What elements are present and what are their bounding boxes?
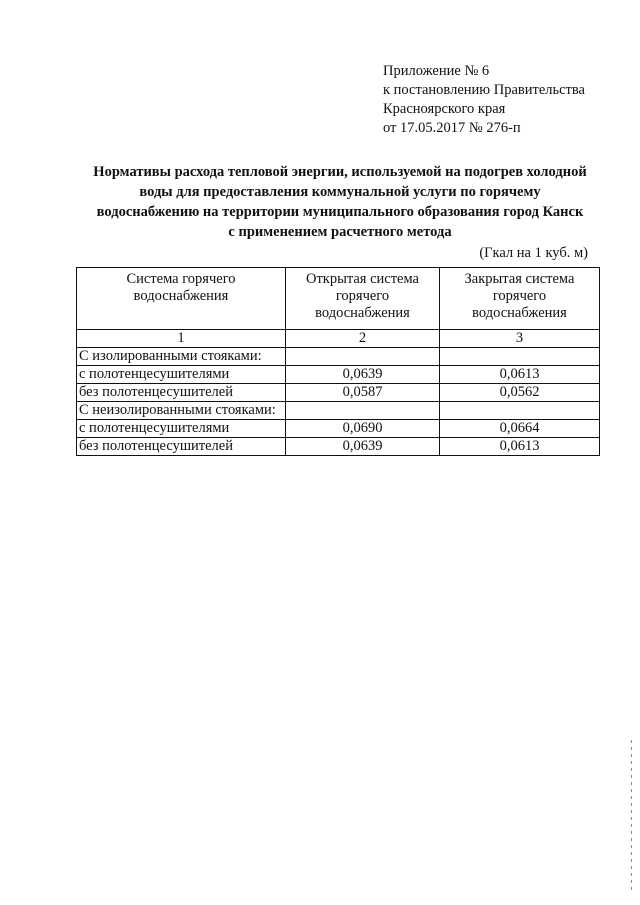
row-label: С изолированными стояками: [77,348,286,366]
header-open-system [286,268,440,330]
column-index-1: 1 [77,330,286,348]
header-system-line-1: Система горячего [126,271,236,287]
row-label: с полотенцесушителями [77,420,286,438]
norms-table [76,267,600,456]
open-system-value: 0,0690 [286,420,440,438]
appendix-date: от 17.05.2017 № 276-п [383,120,521,136]
open-system-value [286,402,440,420]
header-open-line-3: водоснабжения [315,305,410,321]
scan-edge-mark [631,740,632,890]
closed-system-value: 0,0664 [440,420,600,438]
row-label: без полотенцесушителей [77,438,286,456]
header-closed-line-1: Закрытая система [464,271,575,287]
closed-system-value: 0,0613 [440,438,600,456]
title-line-2: воды для предоставления коммунальной услуги по горячему [139,184,541,200]
table-row [77,348,600,366]
header-closed-system [440,268,600,330]
open-system-value: 0,0639 [286,438,440,456]
closed-system-value: 0,0613 [440,366,600,384]
closed-system-value [440,402,600,420]
header-system [77,268,286,330]
appendix-region: Красноярского края [383,101,506,117]
closed-system-value [440,348,600,366]
open-system-value: 0,0639 [286,366,440,384]
open-system-value: 0,0587 [286,384,440,402]
document-title [60,162,620,242]
row-label: С неизолированными стояками: [77,402,286,420]
row-label: с полотенцесушителями [77,366,286,384]
table-row [77,402,600,420]
open-system-value [286,348,440,366]
appendix-number: Приложение № 6 [383,63,490,79]
table-row [77,420,600,438]
table-header-row [77,268,600,330]
appendix-resolution: к постановлению Правительства [383,82,585,98]
header-open-line-2: горячего [335,288,390,304]
column-index-3: 3 [440,330,600,348]
appendix-reference [383,62,585,138]
title-line-1: Нормативы расхода тепловой энергии, используемой на подогрев холодной [93,164,587,180]
column-index-2: 2 [286,330,440,348]
title-line-4: с применением расчетного метода [228,224,452,240]
header-closed-line-2: горячего [492,288,547,304]
table-row [77,384,600,402]
header-system-line-2: водоснабжения [133,288,229,304]
row-label: без полотенцесушителей [77,384,286,402]
table-row [77,438,600,456]
table-index-row [77,330,600,348]
closed-system-value: 0,0562 [440,384,600,402]
header-closed-line-3: водоснабжения [472,305,567,321]
title-line-3: водоснабжению на территории муниципального образования город Канск [96,204,584,220]
header-open-line-1: Открытая система [305,271,419,287]
table-row [77,366,600,384]
unit-label: (Гкал на 1 куб. м) [479,245,588,261]
